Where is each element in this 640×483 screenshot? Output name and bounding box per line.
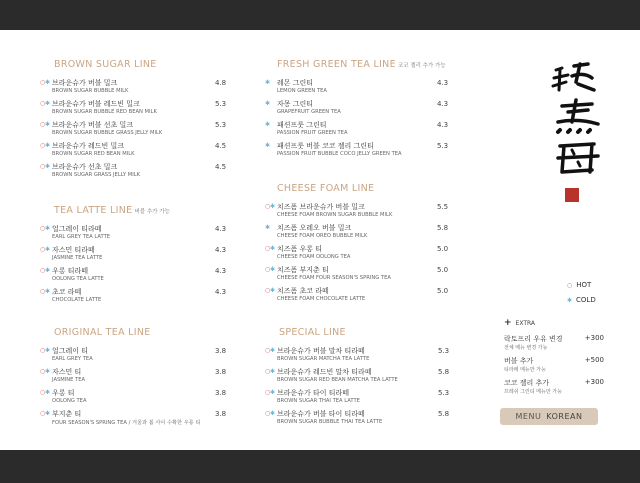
item-name-ko: 브라운슈가 버블 타이 티라떼 — [277, 410, 365, 418]
hot-icon: ○ — [265, 347, 271, 354]
cold-icon: ✱ — [45, 142, 51, 149]
item-name-en: CHEESE FOAM OOLONG TEA — [277, 254, 351, 260]
cold-icon: ✱ — [45, 100, 51, 107]
hot-icon: ○ — [40, 121, 46, 128]
item-name-en: BROWN SUGAR BUBBLE GRASS JELLY MILK — [52, 130, 163, 136]
extra-note: 프레쉬 그린티 메뉴만 가능 — [504, 389, 562, 395]
item-name-en: PASSION FRUIT GREEN TEA — [277, 130, 348, 136]
hot-icon: ○ — [40, 79, 46, 86]
menu-item[interactable] — [40, 78, 228, 99]
item-name-en: JASMINE TEA — [52, 377, 86, 383]
item-name-ko: 자몽 그린티 — [277, 100, 314, 108]
plus-icon: + — [504, 318, 512, 328]
menu-item[interactable] — [265, 286, 455, 307]
legend-hot — [567, 281, 591, 289]
cold-icon: ✱ — [45, 246, 51, 253]
item-name-en: CHOCOLATE LATTE — [52, 297, 102, 303]
extra-name-ko: 코코 젤리 추가 — [504, 379, 550, 387]
item-name-ko: 브라운슈가 레드빈 밀크 — [52, 142, 125, 150]
hot-icon: ○ — [265, 368, 271, 375]
brown-sugar-section — [40, 59, 228, 183]
item-price: 4.3 — [215, 267, 227, 275]
cold-icon: ✱ — [45, 410, 51, 417]
menu-item[interactable] — [40, 99, 228, 120]
item-price: 3.8 — [215, 368, 227, 376]
item-name-en: BROWN SUGAR MATCHA TEA LATTE — [277, 356, 370, 362]
item-price: 5.8 — [438, 410, 450, 418]
section-note: 코코 젤리 추가 가능 — [397, 63, 446, 69]
item-price: 5.8 — [438, 368, 450, 376]
item-name-ko: 패션프룻 버블 코코 젤리 그린티 — [277, 142, 374, 150]
cold-icon: ✱ — [270, 266, 276, 273]
item-name-ko: 브라운슈가 타이 티라떼 — [277, 389, 350, 397]
hot-icon: ○ — [40, 142, 46, 149]
cold-icon: ✱ — [270, 245, 276, 252]
cold-icon: ✱ — [45, 368, 51, 375]
menu-item[interactable] — [265, 120, 455, 141]
menu-item[interactable] — [265, 409, 455, 430]
item-price: 5.3 — [215, 100, 227, 108]
item-name-ko: 치즈폼 부지춘 티 — [277, 266, 329, 274]
item-name-en: GRAPEFRUIT GREEN TEA — [277, 109, 341, 115]
hot-icon: ○ — [265, 266, 271, 273]
item-name-en: BROWN SUGAR GRASS JELLY MILK — [52, 172, 141, 178]
menu-item[interactable] — [40, 287, 228, 308]
top-bar — [0, 0, 640, 30]
item-name-en: CHEESE FOAM OREO BUBBLE MILK — [277, 233, 368, 239]
cold-icon: ✱ — [270, 287, 276, 294]
item-price: 5.3 — [438, 389, 450, 397]
hot-icon: ○ — [265, 245, 271, 252]
item-name-ko: 치즈폼 오레오 버블 밀크 — [277, 224, 352, 232]
cold-icon: ✱ — [265, 100, 271, 107]
fresh-green-tea-section — [265, 59, 455, 162]
item-name-en: LEMON GREEN TEA — [277, 88, 327, 94]
tea-latte-section — [40, 205, 228, 308]
item-price: 5.0 — [437, 287, 449, 295]
item-price: 3.8 — [215, 389, 227, 397]
item-name-en: CHEESE FOAM CHOCOLATE LATTE — [277, 296, 366, 302]
hot-icon: ○ — [40, 267, 46, 274]
item-name-en: EARL GREY TEA — [52, 356, 93, 362]
item-price: 5.3 — [438, 347, 450, 355]
cold-icon: ✱ — [270, 389, 276, 396]
item-price: 4.5 — [215, 142, 227, 150]
cold-icon: ✱ — [45, 347, 51, 354]
hot-icon: ○ — [567, 282, 573, 289]
section-title-text: TEA LATTE LINE — [54, 205, 133, 216]
item-price: 4.3 — [437, 121, 449, 129]
item-name-ko: 부지춘 티 — [52, 410, 82, 418]
hot-icon: ○ — [40, 246, 46, 253]
menu-item[interactable] — [265, 141, 455, 162]
cold-icon: ✱ — [265, 121, 271, 128]
item-price: 5.8 — [437, 224, 449, 232]
extra-title-text: EXTRA — [515, 320, 536, 327]
item-name-ko: 치즈폼 우롱 티 — [277, 245, 323, 253]
item-name-ko: 브라운슈가 선초 밀크 — [52, 163, 118, 171]
item-price: 4.8 — [215, 79, 227, 87]
extra-item[interactable] — [504, 378, 604, 402]
cold-icon: ✱ — [45, 79, 51, 86]
item-name-en: EARL GREY TEA LATTE — [52, 234, 111, 240]
hot-icon: ○ — [40, 368, 46, 375]
hot-icon: ○ — [40, 225, 46, 232]
cold-icon: ✱ — [45, 288, 51, 295]
item-name-en: BROWN SUGAR RED BEAN MATCHA TEA LATTE — [277, 377, 398, 383]
cold-icon: ✱ — [270, 347, 276, 354]
item-name-ko: 브라운슈가 버블 선초 밀크 — [52, 121, 134, 129]
item-name-ko: 레몬 그린티 — [277, 79, 314, 87]
hot-icon: ○ — [40, 389, 46, 396]
hot-icon: ○ — [40, 100, 46, 107]
item-name-ko: 패션프룻 그린티 — [277, 121, 327, 129]
extra-name-ko: 버블 추가 — [504, 357, 534, 365]
hot-icon: ○ — [265, 287, 271, 294]
menu-item[interactable] — [265, 223, 455, 244]
menu-item[interactable] — [40, 266, 228, 287]
item-name-ko: 치즈폼 브라운슈가 버블 밀크 — [277, 203, 365, 211]
section-title — [54, 205, 228, 216]
cold-icon: ✱ — [270, 410, 276, 417]
menu-label: MENU — [515, 412, 542, 421]
cold-icon: ✱ — [265, 224, 271, 231]
section-title: BROWN SUGAR LINE — [54, 59, 157, 70]
extra-price: +500 — [584, 356, 604, 364]
section-note: 버블 추가 가능 — [134, 209, 170, 215]
section-title: CHEESE FOAM LINE — [277, 183, 375, 194]
item-price: 4.3 — [437, 79, 449, 87]
item-price: 5.0 — [437, 245, 449, 253]
item-name-ko: 자스민 티라떼 — [52, 246, 95, 254]
item-price: 5.3 — [437, 142, 449, 150]
extra-item[interactable] — [504, 356, 604, 380]
item-name-ko: 브라운슈가 버블 레드빈 밀크 — [52, 100, 140, 108]
cold-icon: ✱ — [265, 79, 271, 86]
item-price: 3.8 — [215, 347, 227, 355]
item-name-en: PASSION FRUIT BUBBLE COCO JELLY GREEN TEA — [277, 151, 402, 157]
menu-item[interactable] — [265, 367, 455, 388]
section-title-text: FRESH GREEN TEA LINE — [277, 59, 396, 70]
bottom-bar — [0, 450, 640, 483]
cold-icon: ✱ — [45, 225, 51, 232]
hot-icon: ○ — [40, 347, 46, 354]
item-price: 5.3 — [215, 121, 227, 129]
item-name-en: CHEESE FOAM BROWN SUGAR BUBBLE MILK — [277, 212, 393, 218]
item-name-ko: 치즈폼 초코 라떼 — [277, 287, 329, 295]
item-name-ko: 우롱 티라떼 — [52, 267, 89, 275]
item-name-en: CHEESE FOAM FOUR SEASON'S SPRING TEA — [277, 275, 391, 281]
item-price: 4.3 — [437, 100, 449, 108]
item-name-en: BROWN SUGAR BUBBLE MILK — [52, 88, 129, 94]
menu-item[interactable] — [40, 245, 228, 266]
calligraphy-logo — [548, 60, 606, 190]
item-price: 5.5 — [437, 203, 449, 211]
item-name-en: OOLONG TEA LATTE — [52, 276, 104, 282]
extra-name-ko: 락토프리 우유 변경 — [504, 335, 563, 343]
extra-price: +300 — [584, 334, 604, 342]
extra-title — [504, 318, 535, 328]
original-tea-section — [40, 327, 228, 430]
cold-icon: ✱ — [45, 267, 51, 274]
item-name-en: BROWN SUGAR THAI TEA LATTE — [277, 398, 360, 404]
red-seal-stamp — [565, 188, 579, 202]
extra-note: 전체 메뉴 변경 가능 — [504, 345, 548, 351]
hot-icon: ○ — [40, 288, 46, 295]
item-name-ko: 브라운슈가 버블 밀크 — [52, 79, 118, 87]
item-name-en: FOUR SEASON'S SPRING TEA / 겨울과 봄 사이 수확한 우롱 티 — [52, 420, 201, 426]
extra-note: 티라떼 메뉴만 가능 — [504, 367, 546, 373]
item-name-ko: 브라운슈가 버블 말차 티라떼 — [277, 347, 365, 355]
extra-item[interactable] — [504, 334, 604, 358]
menu-item[interactable] — [265, 99, 455, 120]
item-name-ko: 자스민 티 — [52, 368, 82, 376]
cold-icon: ✱ — [270, 368, 276, 375]
cold-icon: ✱ — [270, 203, 276, 210]
cold-icon: ✱ — [45, 389, 51, 396]
hot-icon: ○ — [265, 203, 271, 210]
cheese-foam-section — [265, 183, 455, 307]
item-name-en: BROWN SUGAR RED BEAN MILK — [52, 151, 135, 157]
menu-item[interactable] — [40, 367, 228, 388]
cold-icon: ✱ — [45, 163, 51, 170]
hot-icon: ○ — [40, 163, 46, 170]
item-name-ko: 얼그레이 티라떼 — [52, 225, 102, 233]
item-name-en: BROWN SUGAR BUBBLE RED BEAN MILK — [52, 109, 157, 115]
menu-language-button[interactable] — [500, 408, 598, 425]
menu-item[interactable] — [265, 346, 455, 367]
menu-item[interactable] — [265, 244, 455, 265]
item-price: 3.8 — [215, 410, 227, 418]
cold-icon: ✱ — [45, 121, 51, 128]
language-label: KOREAN — [546, 412, 583, 421]
hot-icon: ○ — [40, 410, 46, 417]
item-name-en: BROWN SUGAR BUBBLE THAI TEA LATTE — [277, 419, 383, 425]
legend-hot-label: HOT — [576, 281, 592, 289]
hot-icon: ○ — [265, 389, 271, 396]
menu-item[interactable] — [40, 388, 228, 409]
menu-item[interactable] — [40, 162, 228, 183]
extra-price: +300 — [584, 378, 604, 386]
item-name-ko: 초코 라떼 — [52, 288, 82, 296]
section-title: SPECIAL LINE — [279, 327, 346, 338]
menu-item[interactable] — [265, 265, 455, 286]
item-name-ko: 브라운슈가 레드빈 말차 티라떼 — [277, 368, 372, 376]
cold-icon: ✱ — [567, 297, 573, 304]
menu-item[interactable] — [40, 346, 228, 367]
cold-icon: ✱ — [265, 142, 271, 149]
legend-cold-label: COLD — [576, 296, 596, 304]
section-title: ORIGINAL TEA LINE — [54, 327, 151, 338]
section-title — [277, 59, 455, 70]
item-price: 5.0 — [437, 266, 449, 274]
item-price: 4.5 — [215, 163, 227, 171]
menu-item[interactable] — [265, 202, 455, 223]
menu-item[interactable] — [40, 224, 228, 245]
menu-item[interactable] — [265, 388, 455, 409]
special-section — [265, 327, 455, 430]
menu-item[interactable] — [40, 409, 228, 430]
menu-item[interactable] — [265, 78, 455, 99]
item-name-ko: 얼그레이 티 — [52, 347, 89, 355]
legend-cold — [567, 296, 596, 304]
item-name-en: OOLONG TEA — [52, 398, 87, 404]
menu-item[interactable] — [40, 141, 228, 162]
item-price: 4.3 — [215, 246, 227, 254]
item-name-ko: 우롱 티 — [52, 389, 75, 397]
menu-item[interactable] — [40, 120, 228, 141]
item-name-en: JASMINE TEA LATTE — [52, 255, 103, 261]
hot-icon: ○ — [265, 410, 271, 417]
item-price: 4.3 — [215, 225, 227, 233]
item-price: 4.3 — [215, 288, 227, 296]
